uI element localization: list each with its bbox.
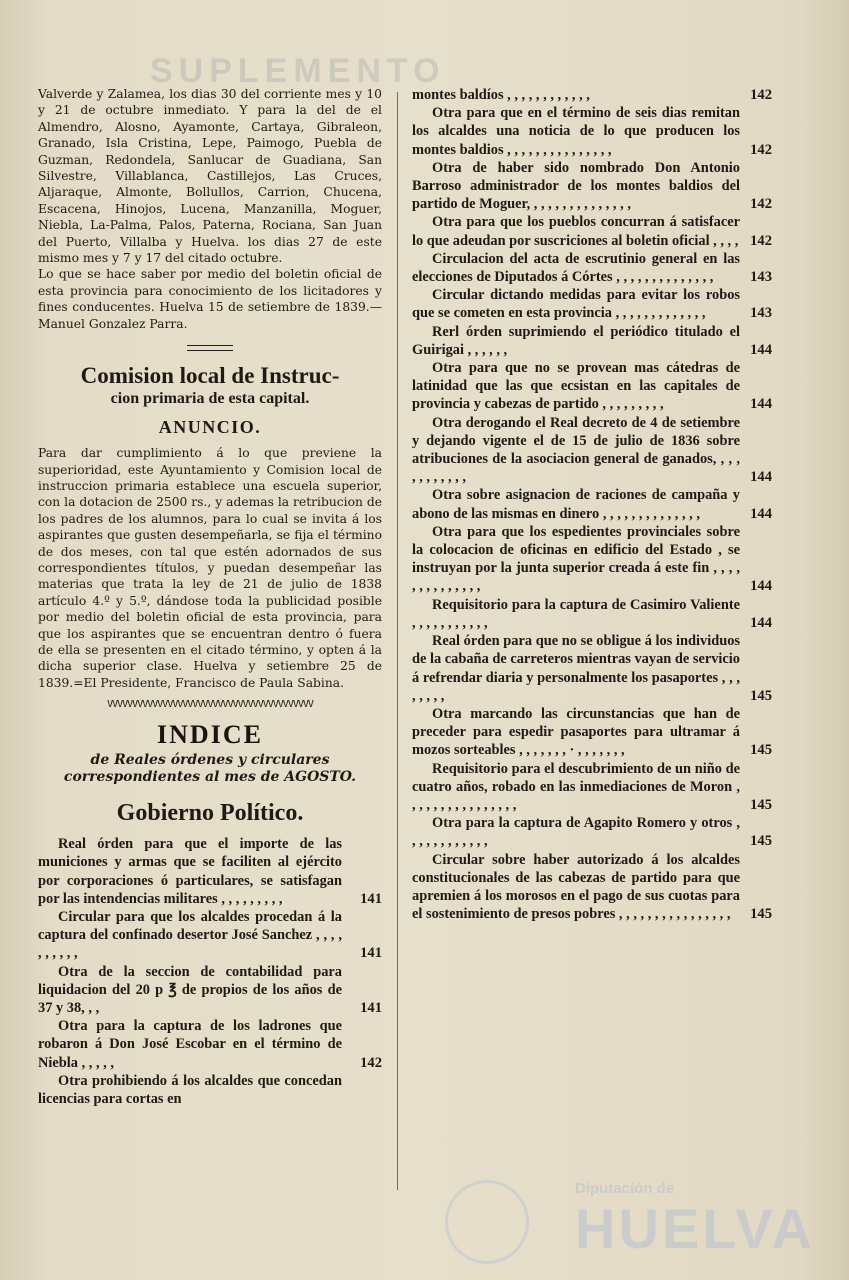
watermark-small-text: Diputación de: [575, 1180, 675, 1197]
entry-page-number: 144: [750, 341, 772, 358]
entry-page-number: 144: [750, 505, 772, 522]
entry-page-number: 144: [750, 578, 772, 595]
section-title: Gobierno Político.: [116, 800, 304, 827]
entry-text: Rerl órden suprimiendo el periódico titulado el Guirigai , , , , , ,: [412, 323, 740, 358]
right-index-entries: [412, 86, 772, 923]
entry-text: Otra para que no se provean mas cátedras de latinidad que las que ecsistan en las capitales de provincia y cabezas de partido , , , , , , , , ,: [412, 360, 740, 413]
watermark-seal: [445, 1180, 529, 1264]
index-entry: [412, 323, 772, 359]
index-entry: [412, 104, 772, 159]
entry-text: Real órden para que el importe de las municiones y armas que se faciliten al ejército por corporaciones ó particulares, se satisfagan por las intendencias militares , , , , , , , , ,: [38, 836, 342, 907]
entry-text: Otra derogando el Real decreto de 4 de setiembre y dejando vigente el de 15 de julio de 1836 sobre atribuciones de la asociacion general de ganados, , , , , , , , , , , ,: [412, 414, 740, 486]
entry-text: Real órden para que no se obligue á los individuos de la cabaña de carreteros mientras vayan de servicio á refrendar diaria y personalmente los pasaportes , , , , , , , ,: [412, 633, 740, 704]
index-entry: [412, 632, 772, 705]
entry-page-number: 145: [750, 833, 772, 850]
entry-text: Otra para que los espedientes provinciales sobre la colocacion de oficinas en edificio del Estado , se instruyan por la junta superior creada á este fin , , , , , , , , , , , , , ,: [412, 523, 740, 595]
index-entry: [412, 814, 772, 850]
entry-page-number: 144: [750, 469, 772, 486]
lead-paragraph: Valverde y Zalamea, los dias 30 del corriente mes y 10 y 21 de octubre inmediato. Y para la del de el Almendro, Alosno, Ayamonte, Cartaya, Gibraleon, Granado, Isla Cristina, Lepe, Paimogo, Puebla de Guzman, Redondela, Sanlucar de Guadiana, San Silvestre, Villablanca, Castillejos, Las Cruces, Aljaraque, Almonte, Bollullos, Carrion, Chucena, Escacena, Hinojos, Lucena, Manzanilla, Moguer, Niebla, La-Palma, Palos, Paterna, Rociana, San Juan del Puerto, Villalba y Huelva. los dias 27 de este mismo mes y 7 y 17 del citado octubre.: [38, 87, 382, 266]
entry-page-number: 142: [750, 232, 772, 249]
right-column: [412, 86, 772, 923]
index-entry: [412, 523, 772, 596]
entry-page-number: 144: [750, 396, 772, 413]
index-entry: [412, 851, 772, 924]
watermark-header: SUPLEMENTO: [150, 52, 446, 90]
entry-page-number: 145: [750, 906, 772, 923]
ornamental-border: VVVVVVVVVVVVVVVVVVVVVVVVVVVVVVVVVVVVVVVVV: [107, 699, 313, 711]
entry-text: Circulacion del acta de escrutinio general en las elecciones de Diputados á Córtes , , , , , , , , , , , , , ,: [412, 250, 740, 286]
entry-page-number: 142: [750, 141, 772, 158]
entry-page-number: 141: [360, 890, 382, 907]
index-entry: [412, 250, 772, 286]
entry-text: Otra prohibiendo á los alcaldes que concedan licencias para cortas en: [38, 1072, 342, 1108]
index-subtitle: de Reales órdenes y circulares correspondientes al mes de AGOSTO.: [63, 752, 357, 786]
entry-text: Otra para la captura de Agapito Romero y otros , , , , , , , , , , , ,: [412, 815, 740, 850]
entry-page-number: 142: [360, 1054, 382, 1071]
index-entry: [412, 760, 772, 815]
column-divider: [397, 92, 398, 1190]
index-entry: [38, 1017, 382, 1072]
index-entry: [412, 414, 772, 487]
entry-text: Otra sobre asignacion de raciones de campaña y abono de las mismas en dinero , , , , , , , , , , , , , ,: [412, 487, 740, 522]
index-entry: [412, 286, 772, 322]
index-entry: [412, 705, 772, 760]
entry-text: Circular para que los alcaldes procedan á la captura del confinado desertor José Sanchez , , , , , , , , , ,: [38, 909, 342, 962]
entry-text: Otra para la captura de los ladrones que robaron á Don José Escobar en el término de Niebla , , , , ,: [38, 1018, 342, 1071]
entry-text: Circular dictando medidas para evitar los robos que se cometen en esta provincia , , , , , , , , , , , , ,: [412, 287, 740, 322]
entry-text: Otra para que en el término de seis dias remitan los alcaldes una noticia de lo que producen los montes baldios , , , , , , , , , , , , , , ,: [412, 105, 740, 158]
lead-closing: Lo que se hace saber por medio del boletin oficial de esta provincia para conocimiento de los licitadores y fines conducentes. Huelva 15 de setiembre de 1839.—Manuel Gonzalez Parra.: [38, 267, 382, 331]
entry-text: Otra de haber sido nombrado Don Antonio Barroso administrador de los montes baldios del partido de Moguer, , , , , , , , , , , , , , ,: [412, 159, 740, 213]
entry-page-number: 142: [750, 87, 772, 103]
entry-page-number: 145: [750, 796, 772, 813]
entry-page-number: 143: [750, 305, 772, 322]
entry-page-number: 145: [750, 742, 772, 759]
index-entry: [412, 596, 772, 632]
entry-text: Otra para que los pueblos concurran á satisfacer lo que adeudan por suscriciones al boletin oficial , , , ,: [412, 214, 740, 249]
index-title: INDICE: [157, 720, 263, 750]
entry-text: Requisitorio para la captura de Casimiro Valiente , , , , , , , , , , ,: [412, 596, 740, 631]
left-index-entries: [38, 835, 382, 1108]
entry-text: Otra de la seccion de contabilidad para liquidacion del 20 p ℥ de propios de los años de 37 y 38, , ,: [38, 963, 342, 1017]
notice-title: ANUNCIO.: [158, 417, 262, 438]
entry-text: Circular sobre haber autorizado á los alcaldes constitucionales de las cabezas de partido para que apremien á los morosos en el pago de sus cuotas para el sostenimiento de presos pobres , , , , , , , , , , , , , , , ,: [412, 851, 740, 923]
index-entry: [38, 908, 382, 963]
index-entry: [412, 159, 772, 214]
index-entry: [38, 1072, 382, 1108]
left-column: [38, 86, 382, 1108]
notice-body: Para dar cumplimiento á lo que previene la superioridad, este Ayuntamiento y Comision local de instruccion primaria establece una escuela superior, con la dotacion de 2500 rs., y ademas la retribucion de los padres de los alumnos, para lo cual se invita á los aspirantes que gusten desempeñarla, se fija el término de dos meses, con tal que estén adornados de sus correspondientes títulos, y puedan desempeñar las materias que trata la ley de 21 de julio de 1838 artículo 4.º y 5.º, dándose toda la publicidad posible por medio del boletin oficial de esta provincia, para que los aspirantes que se encuentran dentro ó fuera de ella se presenten en el citado término, y opten á la dicha superior clase. Huelva y setiembre 25 de 1839.=El Presidente, Francisco de Paula Sabina.: [38, 446, 382, 690]
double-rule: [187, 345, 233, 351]
entry-page-number: 143: [750, 269, 772, 286]
index-entry: [38, 963, 382, 1018]
commission-subtitle: cion primaria de esta capital.: [110, 390, 310, 408]
entry-page-number: 141: [360, 945, 382, 962]
entry-page-number: 144: [750, 614, 772, 631]
entry-page-number: 142: [750, 196, 772, 213]
index-entry: [412, 86, 772, 104]
index-entry: [38, 835, 382, 908]
index-entry: [412, 359, 772, 414]
index-entry: [412, 213, 772, 249]
entry-text: montes baldíos , , , , , , , , , , , ,: [412, 87, 590, 103]
entry-page-number: 141: [360, 1000, 382, 1017]
watermark-brand: HUELVA: [575, 1197, 815, 1260]
entry-text: Otra marcando las circunstancias que han de preceder para espedir pasaportes para ultramar á mozos sorteables , , , , , , , · , , , , , , ,: [412, 705, 740, 759]
entry-page-number: 145: [750, 687, 772, 704]
entry-text: Requisitorio para el descubrimiento de un niño de cuatro años, robado en las inmediaciones de Moron , , , , , , , , , , , , , , , ,: [412, 760, 740, 813]
index-entry: [412, 486, 772, 522]
commission-title: Comision local de Instruc-: [80, 363, 340, 389]
